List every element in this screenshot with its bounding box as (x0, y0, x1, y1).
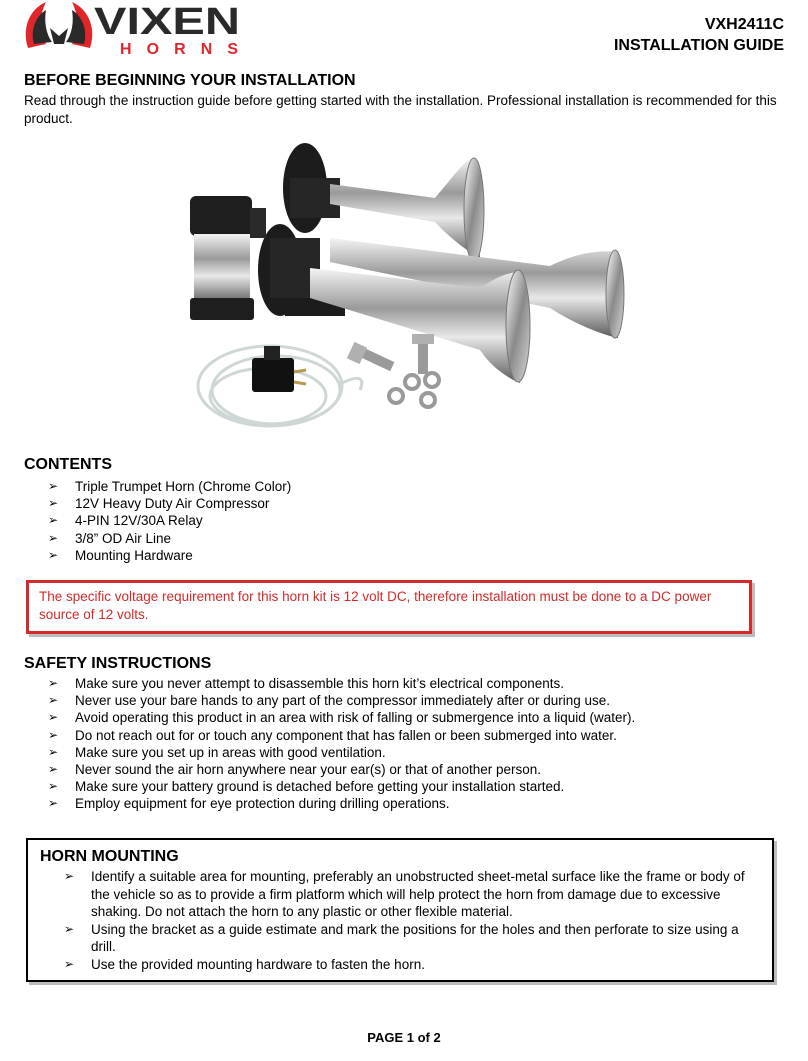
list-item: ➢ 4-PIN 12V/30A Relay (48, 512, 784, 529)
mounting-hardware-icon (347, 334, 439, 407)
contents-section (24, 456, 784, 564)
product-photo (190, 138, 630, 450)
safety-list (24, 675, 784, 813)
before-section (24, 72, 784, 128)
doc-header (614, 14, 784, 56)
horns-emblem-icon (26, 2, 93, 48)
contents-heading: CONTENTS (24, 456, 112, 473)
contents-list (24, 478, 784, 564)
model-number: VXH2411C (704, 16, 784, 33)
list-item: ➢ Make sure you set up in areas with good ventilation. (48, 744, 784, 761)
guide-title: INSTALLATION GUIDE (613, 37, 784, 54)
list-item: ➢ Identify a suitable area for mounting, preferably an unobstructed sheet-metal surface like the frame or body of the vehicle so as to provide a firm platform which will help protect the horn from damage due to excessive shaking. Do not attach the horn to any plastic or other flexible material. (64, 868, 762, 921)
list-item: ➢ 3/8” OD Air Line (48, 530, 784, 547)
compressor-icon (190, 196, 266, 320)
list-item: ➢ Make sure your battery ground is detached before getting your installation started. (48, 778, 784, 795)
warning-text: The specific voltage requirement for this horn kit is 12 volt DC, therefore installation must be done to a DC power source of 12 volts. (39, 589, 712, 622)
mounting-list (40, 868, 762, 973)
list-item: ➢ Employ equipment for eye protection during drilling operations. (48, 795, 784, 812)
list-item: ➢ Use the provided mounting hardware to fasten the horn. (64, 956, 762, 974)
safety-section (24, 655, 784, 813)
list-item: ➢ Make sure you never attempt to disassemble this horn kit’s electrical components. (48, 675, 784, 692)
before-text: Read through the instruction guide before getting started with the installation. Professional installation is recommended for this product. (24, 93, 777, 126)
list-item: ➢ Mounting Hardware (48, 547, 784, 564)
horn-mounting-box (26, 838, 774, 982)
vixen-horns-logo (24, 0, 244, 58)
list-item: ➢ 12V Heavy Duty Air Compressor (48, 495, 784, 512)
relay-icon (252, 346, 306, 392)
list-item: ➢ Do not reach out for or touch any component that has fallen or been submerged into water. (48, 727, 784, 744)
before-heading: BEFORE BEGINNING YOUR INSTALLATION (24, 72, 356, 89)
list-item: ➢ Never use your bare hands to any part of the compressor immediately after or during use. (48, 692, 784, 709)
page-number: PAGE 1 of 2 (367, 1030, 441, 1045)
mounting-heading: HORN MOUNTING (40, 848, 179, 865)
brand-sub: HORNS (120, 41, 238, 58)
list-item: ➢ Triple Trumpet Horn (Chrome Color) (48, 478, 784, 495)
list-item: ➢ Never sound the air horn anywhere near your ear(s) or that of another person. (48, 761, 784, 778)
list-item: ➢ Avoid operating this product in an area with risk of falling or submergence into a liquid (water). (48, 709, 784, 726)
brand-name: VIXEN (94, 1, 240, 43)
list-item: ➢ Using the bracket as a guide estimate and mark the positions for the holes and then perforate to size using a drill. (64, 921, 762, 956)
safety-heading: SAFETY INSTRUCTIONS (24, 655, 212, 672)
voltage-warning-box (26, 580, 752, 634)
